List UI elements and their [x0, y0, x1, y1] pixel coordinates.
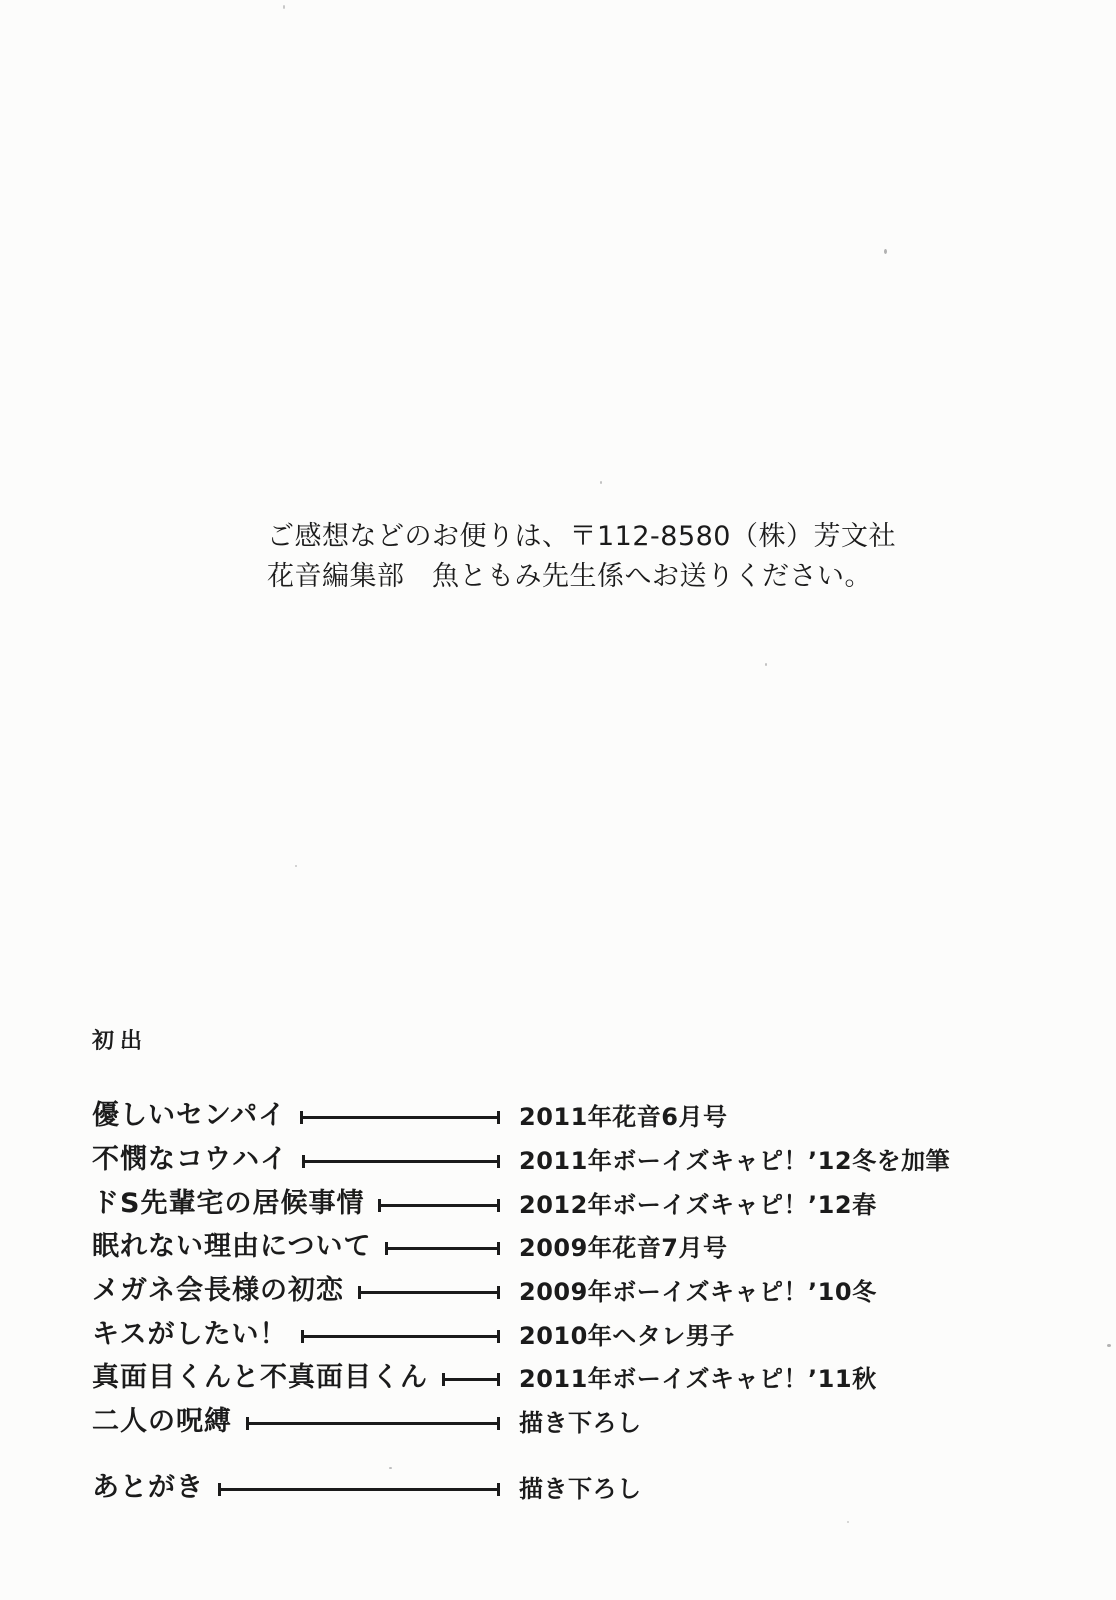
publication-source: 描き下ろし — [519, 1474, 642, 1503]
toc-row — [92, 1397, 1082, 1441]
chapter-title: キスがしたい！ — [92, 1318, 288, 1350]
scan-speck — [600, 481, 602, 484]
leader-line — [218, 1488, 500, 1491]
chapter-title: 二人の呪縛 — [92, 1406, 232, 1438]
first-publication-list — [92, 1091, 1082, 1506]
toc-row — [92, 1178, 1082, 1222]
leader-line — [302, 1160, 500, 1163]
first-publication-heading: 初出 — [92, 1029, 149, 1054]
chapter-title: 真面目くんと不真面目くん — [92, 1362, 428, 1394]
scan-speck — [847, 1521, 849, 1523]
toc-row — [92, 1135, 1082, 1179]
leader-line — [442, 1378, 500, 1381]
toc-row — [92, 1266, 1082, 1310]
toc-row-afterword — [92, 1463, 1082, 1507]
scan-speck — [1107, 1344, 1111, 1347]
chapter-title: 優しいセンパイ — [92, 1100, 287, 1132]
chapter-title: あとがき — [92, 1471, 204, 1503]
publication-source: 2009年ボーイズキャピ！’10冬 — [519, 1278, 877, 1307]
scan-speck — [295, 865, 297, 867]
chapter-title: ドS先輩宅の居候事情 — [92, 1187, 365, 1219]
contact-note-line1: ご感想などのお便りは、〒112-8580（株）芳文社 — [267, 521, 896, 552]
publication-source: 2011年ボーイズキャピ！’12冬を加筆 — [519, 1147, 951, 1176]
leader-line — [300, 1116, 500, 1119]
publication-source: 2009年花音7月号 — [519, 1234, 728, 1263]
toc-row — [92, 1353, 1082, 1397]
chapter-title: メガネ会長様の初恋 — [92, 1275, 344, 1307]
toc-row — [92, 1091, 1082, 1135]
scan-speck — [884, 249, 887, 254]
scan-speck — [389, 1467, 392, 1469]
leader-line — [301, 1335, 500, 1338]
scan-speck — [283, 5, 285, 9]
contact-note — [267, 517, 896, 597]
chapter-title: 眠れない理由について — [92, 1231, 372, 1263]
toc-row — [92, 1309, 1082, 1353]
leader-line — [385, 1247, 500, 1250]
publication-source: 2011年花音6月号 — [519, 1103, 728, 1132]
scan-speck — [765, 663, 767, 666]
publication-source: 2012年ボーイズキャピ！’12春 — [519, 1190, 877, 1219]
contact-note-line2: 花音編集部 魚ともみ先生係へお送りください。 — [267, 561, 872, 592]
leader-line — [358, 1291, 500, 1294]
leader-line — [246, 1422, 500, 1425]
publication-source: 2010年ヘタレ男子 — [519, 1321, 735, 1350]
publication-source: 2011年ボーイズキャピ！’11秋 — [519, 1365, 877, 1394]
publication-source: 描き下ろし — [519, 1409, 642, 1438]
toc-row — [92, 1222, 1082, 1266]
leader-line — [378, 1204, 500, 1207]
chapter-title: 不憫なコウハイ — [92, 1144, 288, 1176]
